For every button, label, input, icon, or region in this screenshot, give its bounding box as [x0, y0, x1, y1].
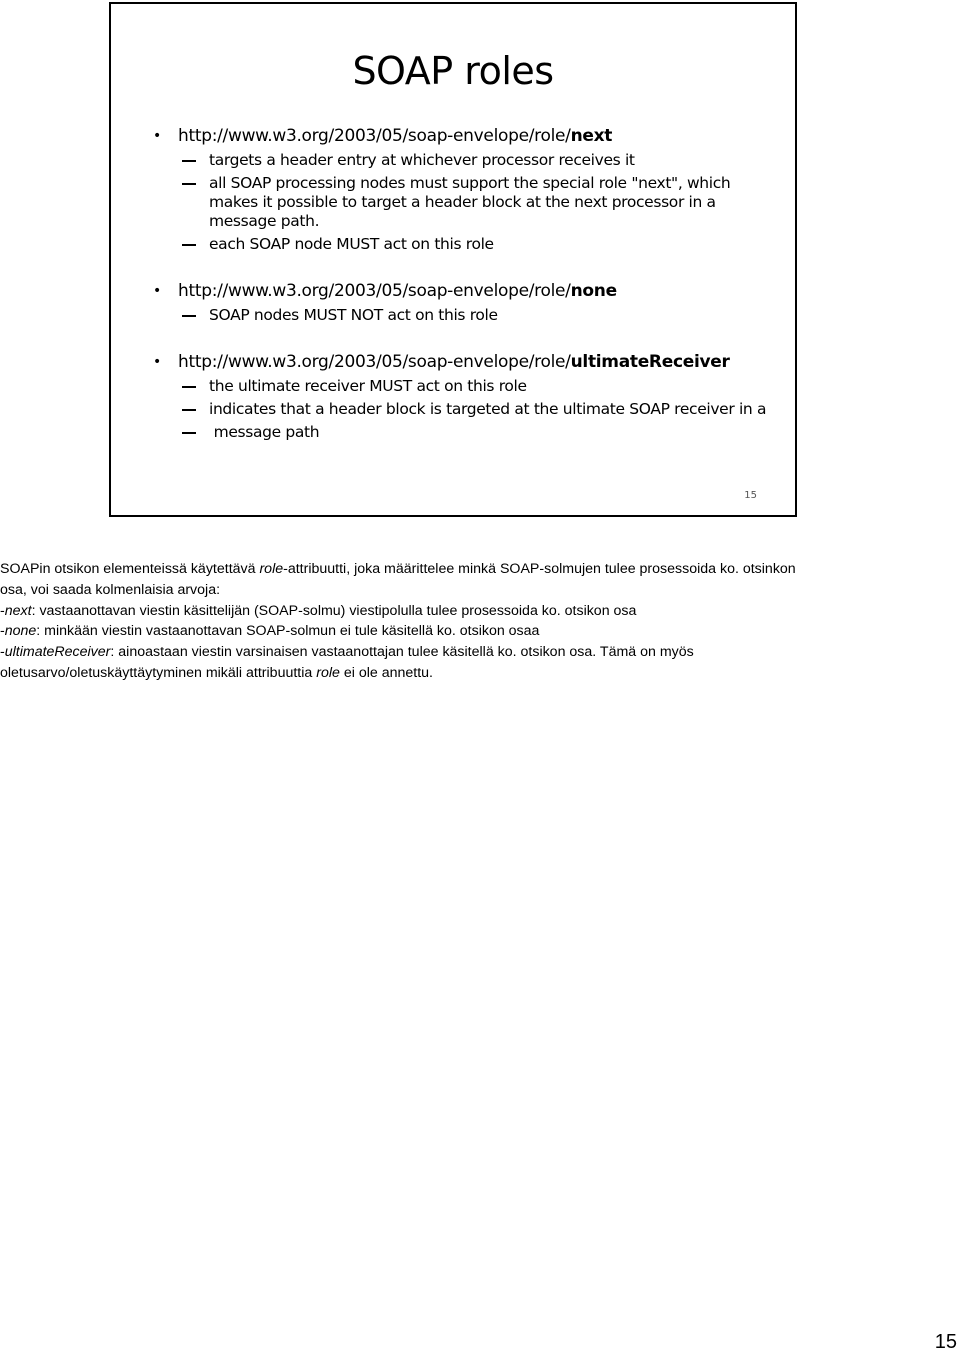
role-url-prefix: http://www.w3.org/2003/05/soap-envelope/role/	[178, 352, 571, 372]
notes-text: -	[0, 644, 5, 661]
sub-item-text: the ultimate receiver MUST act on this role	[209, 377, 527, 395]
dash-icon	[182, 244, 196, 246]
sub-item	[149, 306, 769, 325]
notes-italic-term: none	[4, 623, 37, 640]
notes-text: ei ole annettu.	[339, 664, 433, 681]
bullet-role-ultimate-receiver	[149, 351, 769, 442]
bullet-dot-icon: •	[153, 128, 161, 144]
slide-frame	[109, 2, 797, 517]
slide-title: SOAP roles	[352, 49, 554, 93]
dash-icon	[182, 386, 196, 388]
sub-item-text: targets a header entry at whichever processor receives it	[209, 151, 635, 169]
sub-item-text: indicates that a header block is targeted at the ultimate SOAP receiver in a	[209, 400, 767, 418]
notes-italic-term: next	[4, 602, 32, 619]
notes-text: : ainoastaan viestin varsinaisen vastaanottajan tulee käsitellä ko. otsikon osa. Tämä on myös	[110, 644, 694, 661]
bullet-dot-icon: •	[153, 354, 161, 370]
notes-line	[0, 559, 960, 580]
role-name: next	[570, 126, 613, 146]
sub-item-text: all SOAP processing nodes must support the special role "next", which makes it possible to target a header block at the next processor in a message path.	[209, 174, 731, 230]
notes-text: -attribuutti, joka määrittelee minkä SOAP-solmujen tulee prosessoida ko. otsinkon	[283, 561, 796, 577]
notes-line	[0, 601, 960, 622]
speaker-notes	[0, 559, 960, 684]
notes-text: osa, voi saada kolmenlaisia arvoja:	[0, 581, 221, 598]
bullet-role-none	[149, 280, 769, 325]
role-url-prefix: http://www.w3.org/2003/05/soap-envelope/role/	[178, 126, 571, 146]
bullet-role-next	[149, 125, 769, 254]
notes-text: oletusarvo/oletuskäyttäytyminen mikäli attribuuttia	[0, 664, 317, 681]
bullet-heading	[149, 280, 769, 302]
notes-italic-term: role	[316, 664, 340, 681]
sub-item	[149, 235, 769, 254]
dash-icon	[182, 183, 196, 185]
notes-text: : vastaanottavan viestin käsittelijän (SOAP-solmu) viestipolulla tulee prosessoida ko. otsikon osa	[31, 602, 637, 619]
sub-item	[149, 151, 769, 170]
bullet-dot-icon: •	[153, 283, 161, 299]
sub-item	[149, 400, 769, 419]
sub-item-text: message path	[209, 423, 320, 441]
dash-icon	[182, 160, 196, 162]
dash-icon	[182, 432, 196, 434]
notes-line	[0, 663, 960, 684]
notes-italic-term: role	[259, 561, 284, 577]
slide-number: 15	[744, 490, 757, 501]
notes-text: -	[0, 602, 5, 619]
bullet-heading	[149, 351, 769, 373]
sub-item	[149, 423, 769, 442]
notes-line	[0, 580, 960, 601]
dash-icon	[182, 409, 196, 411]
bullet-heading	[149, 125, 769, 147]
notes-text: -	[0, 623, 5, 640]
sub-item-text: SOAP nodes MUST NOT act on this role	[209, 306, 498, 324]
sub-item	[149, 174, 769, 231]
role-name: ultimateReceiver	[570, 352, 730, 372]
role-name: none	[570, 281, 617, 301]
notes-italic-term: ultimateReceiver	[4, 644, 111, 661]
notes-line	[0, 642, 960, 663]
notes-text: : minkään viestin vastaanottavan SOAP-solmun ei tule käsitellä ko. otsikon osaa	[36, 623, 540, 640]
sub-item	[149, 377, 769, 396]
sub-item-text: each SOAP node MUST act on this role	[209, 235, 494, 253]
notes-line	[0, 621, 960, 642]
dash-icon	[182, 315, 196, 317]
notes-text: SOAPin otsikon elementeissä käytettävä	[0, 561, 260, 577]
page-number: 15	[934, 1331, 957, 1353]
role-url-prefix: http://www.w3.org/2003/05/soap-envelope/role/	[178, 281, 571, 301]
